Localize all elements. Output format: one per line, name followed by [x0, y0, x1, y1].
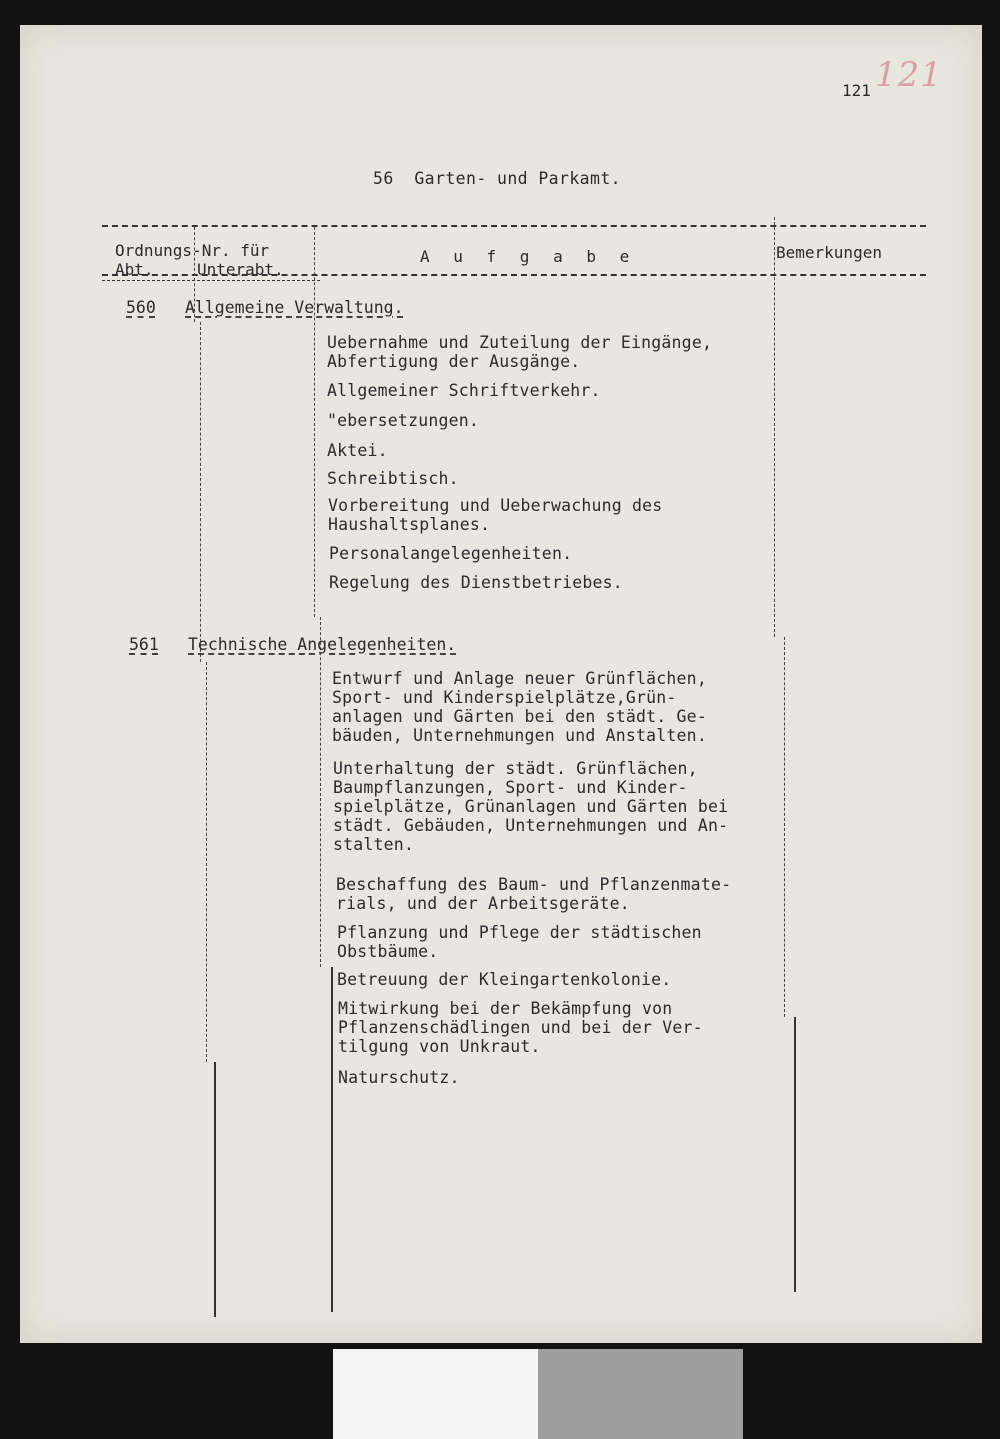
col-divider-3-c	[794, 1017, 796, 1292]
task-item: Aktei.	[327, 441, 388, 460]
task-item: Naturschutz.	[338, 1068, 460, 1087]
scan-calibration-grey	[538, 1349, 743, 1439]
handwritten-page-number: 121	[875, 55, 943, 95]
header-bemerkungen: Bemerkungen	[776, 243, 882, 262]
task-item: Vorbereitung und Ueberwachung des Haushaltsplanes.	[328, 496, 663, 534]
col-divider-2-b	[320, 617, 321, 967]
task-item: Personalangelegenheiten.	[329, 544, 573, 563]
document-title: 56 Garten- und Parkamt.	[373, 169, 622, 188]
table-top-rule	[102, 225, 926, 227]
col-divider-3-a	[774, 217, 775, 637]
task-item: Entwurf und Anlage neuer Grünflächen, Sport- und Kinderspielplätze,Grün- anlagen und Gärten bei den städt. Ge- bäuden, Unternehmungen und Anstalten.	[332, 669, 707, 745]
task-item: Pflanzung und Pflege der städtischen Obstbäume.	[337, 923, 702, 961]
header-unterabt: Unterabt.	[197, 260, 284, 279]
header-aufgabe: A u f g a b e	[420, 247, 637, 266]
table-header-rule-secondary	[102, 280, 320, 281]
section-heading-560: Allgemeine Verwaltung.	[185, 298, 404, 317]
col-divider-1-b	[206, 662, 207, 1062]
task-item: Allgemeiner Schriftverkehr.	[327, 381, 601, 400]
scan-calibration-white	[333, 1349, 538, 1439]
task-item: Uebernahme und Zuteilung der Eingänge, Abfertigung der Ausgänge.	[327, 333, 713, 371]
document-page	[20, 25, 982, 1343]
col-divider-1-a	[200, 322, 201, 662]
section-number-561: 561	[129, 635, 159, 654]
task-item: Mitwirkung bei der Bekämpfung von Pflanzenschädlingen und bei der Ver- tilgung von Unkraut.	[338, 999, 703, 1056]
task-item: Betreuung der Kleingartenkolonie.	[337, 970, 672, 989]
task-item: "ebersetzungen.	[327, 411, 480, 430]
col-divider-2-a	[314, 227, 315, 617]
col-divider-1-c	[214, 1062, 216, 1317]
col-divider-2-c	[331, 967, 333, 1312]
section-number-560: 560	[126, 298, 156, 317]
task-item: Unterhaltung der städt. Grünflächen, Baumpflanzungen, Sport- und Kinder- spielplätze, Grünanlagen und Gärten bei städt. Gebäuden, Unternehmungen und An- stalten.	[333, 759, 729, 854]
task-item: Beschaffung des Baum- und Pflanzenmate- rials, und der Arbeitsgeräte.	[336, 875, 732, 913]
task-item: Schreibtisch.	[327, 469, 459, 488]
header-ordnungs-nr: Ordnungs-Nr. für	[115, 241, 270, 260]
header-abt: Abt.	[115, 260, 154, 279]
section-heading-561: Technische Angelegenheiten.	[188, 635, 457, 654]
page-number: 121	[842, 81, 871, 100]
col-divider-3-b	[784, 637, 785, 1017]
task-item: Regelung des Dienstbetriebes.	[329, 573, 623, 592]
